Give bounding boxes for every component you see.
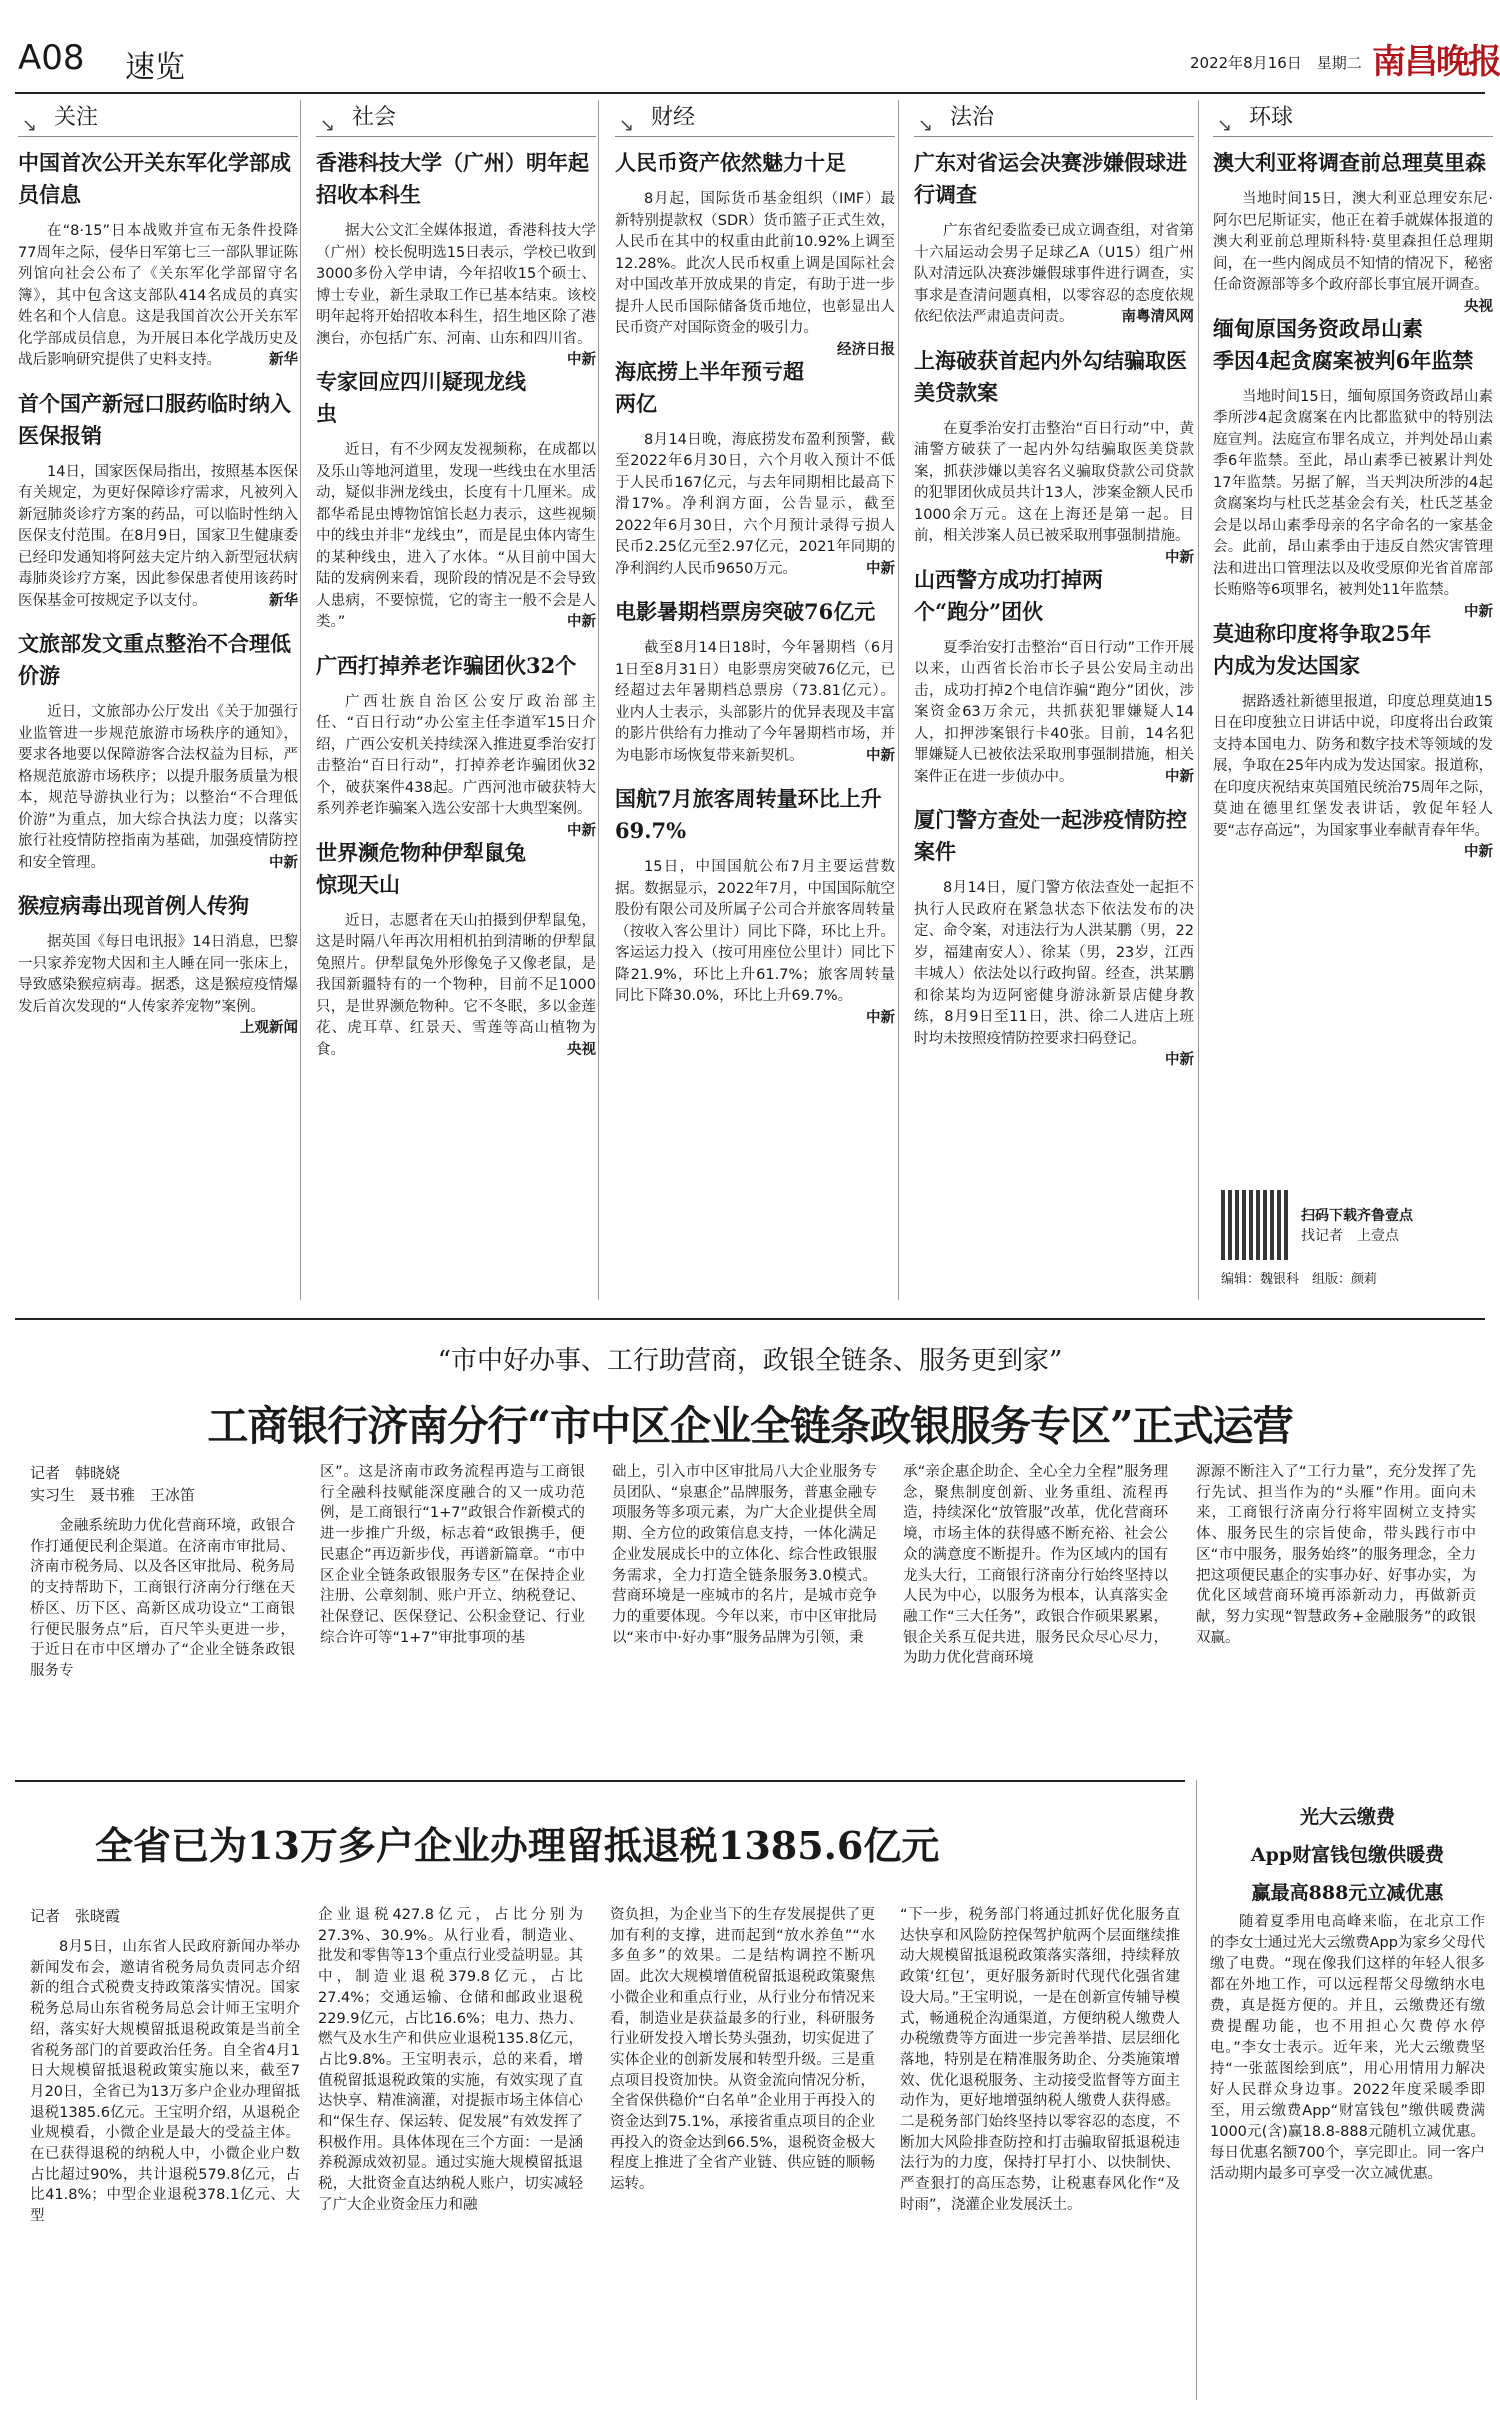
news-text: 广西壮族自治区公安厅政治部主任、“百日行动”办公室主任李道军15日介绍，广西公安机关持续深入推进夏季治安打击整治“百日行动”，打掉养老诈骗团伙32个，破获案件438起。广西河池市破获特大系列养老诈骗案入选公安部十大典型案例。 (316, 693, 596, 817)
news-body (316, 692, 596, 839)
news-body (914, 419, 1194, 566)
news-source: 南粤清风网 (1121, 309, 1194, 325)
news-headline[interactable]: 电影暑期档票房突破76亿元 (615, 599, 876, 624)
news-source: 中新 (1165, 1052, 1194, 1068)
news-headline[interactable]: 猴痘病毒出现首例人传狗 (18, 893, 249, 918)
feature1-col-5: 源源不断注入了“工行力量”，充分发挥了先行先试、担当作为的“头雁”作用。面向未来，工商银行济南分行将牢固树立支持实体、服务民生的宗旨使命，带头践行市中区“市中服务，服务始终”的服务理念，全力把这项便民惠企的实事办好、好事办实，为优化区域营商环境再添新动力，再做新贡献，努力实现“智慧政务+金融服务”的政银双赢。 (1196, 1464, 1476, 1646)
qr-promo (1221, 1190, 1485, 1300)
column-divider (300, 100, 301, 1300)
news-headline[interactable]: 世界濒危物种伊犁鼠兔惊现天山 (316, 839, 526, 897)
column-heading (914, 100, 1194, 136)
news-body (914, 878, 1194, 1068)
news-body (615, 857, 895, 1026)
feature1-col-2: 区”。这是济南市政务流程再造与工商银行全融科技赋能深度融合的又一成功范例，是工商银行“1+7”政银合作新模式的进一步推广升级，标志着“政银携手，便民惠企”再迈新步伐，再谱新篇章。“市中区企业全链条政银服务专区”在保持企业注册、公章刻制、账户开立、纳税登记、社保登记、医保登记、公积金登记、行业综合许可等“1+7”审批事项的基 (320, 1464, 585, 1646)
feature1-col-3: 础上，引入市中区审批局八大企业服务专员团队、“泉惠企”品牌服务，普惠金融专项服务等多项元素，为广大企业提供全周期、全方位的政策信息支持，一体化满足企业发展成长中的立体化、综合性政银服务需求，全力打造全链条服务3.0模式。营商环境是一座城市的名片，是城市竞争力的重要体现。今年以来，市中区审批局以“来市中·好办事”服务品牌为引领，秉 (612, 1464, 877, 1646)
feature2-col-2: 企业退税427.8亿元，占比分别为27.3%、30.9%。从行业看，制造业、批发和零售等13个重点行业受益明显。其中，制造业退税379.8亿元，占比27.4%；交通运输、仓储和邮政业退税229.9亿元，占比16.6%；电力、热力、燃气及水生产和供应业退税135.8亿元，占比9.8%。王宝明表示，总的来看，增值税留抵退税政策的实施，有效实现了直达快享、精准滴灌，对提振市场主体信心和“保生存、保运转、促发展”有效发挥了积极作用。具体体现在三个方面：一是涵养税源成效初显。通过实施大规模留抵退税，大批资金直达纳税人账户，切实减轻了广大企业资金压力和融 (318, 1907, 583, 2213)
news-body (316, 911, 596, 1062)
news-headline[interactable]: 文旅部发文重点整治不合理低价游 (18, 631, 291, 688)
news-source: 经济日报 (837, 341, 895, 358)
news-source: 中新 (1464, 603, 1493, 620)
news-headline[interactable]: 山西警方成功打掉两个“跑分”团伙 (914, 566, 1103, 624)
page-number: A08 (18, 38, 85, 78)
column-heading (615, 100, 895, 136)
news-headline[interactable]: 人民币资产依然魅力十足 (615, 150, 846, 175)
news-text: 14日，国家医保局指出，按照基本医保有关规定，为更好保障诊疗需求，凡被列入新冠肺炎诊疗方案的药品，可以临时性纳入医保支付范围。在8月9日，国家卫生健康委已经印发通知将阿兹夫定片纳入新型冠状病毒肺炎诊疗方案，因此参保患者使用该药时医保基金可按规定予以支付。 (18, 463, 298, 609)
news-item (914, 564, 1194, 789)
arrow-icon: ↘ (320, 115, 336, 136)
news-source: 中新 (1464, 844, 1493, 860)
arrow-icon: ↘ (1217, 115, 1233, 136)
qr-line2: 找记者 上壹点 (1301, 1228, 1399, 1244)
column-heading (316, 100, 596, 136)
feature2-col-4: “下一步，税务部门将通过抓好优化服务直达快享和风险防控保驾护航两个层面继续推动大规模留抵退税政策落实落细，持续释放政策‘红包’，更好服务新时代现代化强省建设大局。”王宝明说，一是在创新宣传辅导模式，畅通税企沟通渠道，方便纳税人缴费人办税缴费等方面进一步完善举措、层层细化落地，特别是在精准服务助企、分类施策增效、优化退税服务、主动接受监督等方面主动作为，更好地增强纳税人缴费人获得感。二是税务部门始终坚持以零容忍的态度，不断加大风险排查防控和打击骗取留抵退税违法行为的力度，保持打早打小、以快制快、严查狠打的高压态势，让税惠春风化作“及时雨”，浇灌企业发展沃土。 (900, 1907, 1180, 2213)
column-heading-label: 环球 (1249, 105, 1294, 130)
news-headline[interactable]: 专家回应四川疑现龙线虫 (316, 369, 526, 426)
heading-rule (914, 136, 1194, 137)
news-body (914, 638, 1194, 789)
news-item (316, 147, 596, 368)
column-1 (316, 100, 596, 1077)
column-divider (598, 100, 599, 1300)
news-body (316, 440, 596, 634)
heading-rule (18, 136, 298, 137)
news-headline[interactable]: 广西打掉养老诈骗团伙32个 (316, 652, 577, 678)
news-headline[interactable]: 澳大利亚将调查前总理莫里森 (1213, 150, 1486, 175)
sidebar-title1: 光大云缴费 (1299, 1806, 1395, 1828)
news-text: 15日，中国国航公布7月主要运营数据。数据显示，2022年7月，中国国际航空股份有限公司及所属子公司合并旅客周转量（按收入客公里计）同比下降，环比上升。客运运力投入（按可用座位公里计）同比下降21.9%，环比上升61.7%；旅客周转量同比下降30.0%，环比上升69.7%。 (615, 859, 895, 1004)
news-body (615, 638, 895, 767)
news-text: 当地时间15日，缅甸原国务资政昂山素季所涉4起贪腐案在内比都监狱中的特别法庭宣判。法庭宣布罪名成立，并判处昂山素季6年监禁。至此，昂山素季已被累计判处17年监禁。另据了解，当天判决所涉的4起贪腐案均与杜氏芝基金会有关，杜氏芝基金会是以昂山素季母亲的名字命名的一家基金会。此前，昂山素季由于违反自然灾害管理法和进出口管理法以及收受原仰光省首席部长贿赂等6项罪名，被判处11年监禁。 (1213, 388, 1493, 598)
qr-code-icon[interactable] (1221, 1190, 1291, 1260)
page-header (0, 0, 1500, 96)
news-item (18, 890, 298, 1036)
news-headline[interactable]: 香港科技大学（广州）明年起招收本科生 (316, 150, 589, 207)
column-heading-label: 社会 (352, 105, 397, 130)
news-source: 中新 (269, 854, 298, 871)
column-heading (18, 100, 298, 136)
news-source: 中新 (1165, 549, 1194, 566)
feature1-byline-block (30, 1462, 295, 1682)
news-body (1213, 387, 1493, 620)
news-item (316, 650, 596, 839)
news-source: 中新 (567, 822, 596, 839)
feature1-col-1: 金融系统助力优化营商环境，政银合作打通便民利企渠道。在济南市审批局、济南市税务局、以及各区审批局、税务局的支持帮助下，工商银行济南分行继在天桥区、历下区、高新区成功设立“工商银行便民服务点”后，百尺竿头更进一步，于近日在市中区增办了“企业全链条政银服务专 (30, 1518, 295, 1679)
feature2-title: 全省已为13万多户企业办理留抵退税1385.6亿元 (95, 1823, 940, 1868)
news-body (1213, 692, 1493, 860)
header-rule (15, 92, 1485, 94)
news-text: 近日，有不少网友发视频称，在成都以及乐山等地河道里，发现一些线虫在水里活动，疑似非洲龙线虫，长度有十几厘米。成都华希昆虫博物馆馆长赵力表示，这些视频中的线虫并非“龙线虫”，而是昆虫体内寄生的某种线虫，进入了水体。“从目前中国大陆的发病例来看，现阶段的情况是不会导致人患病，不要惊慌，它的寄主一般不会是人类。” (316, 442, 596, 630)
news-headline[interactable]: 中国首次公开关东军化学部成员信息 (18, 150, 291, 207)
news-text: 在“8·15”日本战败并宣布无条件投降77周年之际，侵华日军第七三一部队罪证陈列馆向社会公布了《关东军化学部留守名簿》，其中包含这支部队414名成员的真实姓名和个人信息。这是我国首次公开关东军化学部成员信息，为开展日本化学战历史及战后影响研究提供了史料支持。 (18, 223, 298, 368)
qr-line1: 扫码下载齐鲁壹点 (1301, 1208, 1413, 1224)
section-rule (15, 1318, 1485, 1320)
section-rule (15, 1780, 1185, 1782)
news-text: 据大公文汇全媒体报道，香港科技大学（广州）校长倪明选15日表示，学校已收到3000多份入学申请，今年招收15个硕士、博士专业，新生录取工作已基本结束。该校明年起将开始招收本科生，招生地区除了港澳台，亦包括广东、河南、山东和四川省。 (316, 223, 596, 347)
news-headline[interactable]: 海底捞上半年预亏超两亿 (615, 358, 804, 416)
news-item (615, 783, 895, 1026)
feature2-col-3: 资负担，为企业当下的生存发展提供了更加有利的支撑，进而起到“放水养鱼”“水多鱼多”的效果。二是结构调控不断巩固。此次大规模增值税留抵退税政策聚焦小微企业和重点行业，从行业分布情况来看，制造业是获益最多的行业，科研服务行业研发投入增长势头强劲，切实促进了实体企业的创新发展和转型升级。三是重点项目投资加快。从资金流向情况分析，全省保供稳价“白名单”企业用于再投入的资金达到75.1%，承接省重点项目的企业再投入的资金达到66.5%，退税资金极大程度上推进了全省产业链、供应链的顺畅运转。 (610, 1907, 875, 2193)
news-text: 在夏季治安打击整治“百日行动”中，黄浦警方破获了一起内外勾结骗取医美贷款案，抓获涉嫌以美容名义骗取贷款公司贷款的犯罪团伙成员共计13人，涉案金额人民币1000余万元。这在上海还是第一起。目前，相关涉案人员已被采取刑事强制措施。 (914, 420, 1194, 544)
news-item (914, 147, 1194, 329)
news-body (18, 462, 298, 613)
news-item (914, 804, 1194, 1068)
column-4 (1213, 100, 1493, 864)
news-body (1213, 189, 1493, 315)
sidebar-body: 随着夏季用电高峰来临，在北京工作的李女士通过光大云缴费App为家乡父母代缴了电费。“现在像我们这样的年轻人很多都在外地工作，可以远程帮父母缴纳水电费，真是挺方便的。并且，云缴费还有缴费提醒功能，也不用担心欠费停水停电。”李女士表示。近年来，光大云缴费坚持“一张蓝图绘到底”，用心用情用力解决好人民群众身边事。2022年度采暖季即至，用云缴费App“财富钱包”缴供暖费满1000元(含)赢18.8-888元随机立减优惠。每日优惠名额700个，享完即止。同一客户活动期内最多可享受一次立减优惠。 (1210, 1914, 1485, 2182)
heading-rule (1213, 136, 1493, 137)
news-text: 近日，志愿者在天山拍摄到伊犁鼠兔，这是时隔八年再次用相机拍到清晰的伊犁鼠兔照片。伊犁鼠兔外形像兔子又像老鼠，是我国新疆特有的一个物种，目前不足1000只，是世界濒危物种。它不冬眠，多以金莲花、虎耳草、红景天、雪莲等高山植物为食。 (316, 912, 596, 1058)
section-name: 速览 (125, 50, 185, 85)
news-body (316, 221, 596, 368)
feature2-block (30, 1905, 300, 2227)
news-item (615, 596, 895, 767)
issue-date: 2022年8月16日 星期二 (1190, 54, 1362, 72)
news-headline[interactable]: 国航7月旅客周转量环比上升69.7% (615, 786, 882, 843)
news-headline[interactable]: 首个国产新冠口服药临时纳入医保报销 (18, 390, 291, 448)
news-item (316, 837, 596, 1062)
news-item (914, 345, 1194, 566)
news-body (615, 189, 895, 358)
news-source: 中新 (866, 560, 895, 577)
news-text: 当地时间15日，澳大利亚总理安东尼·阿尔巴尼斯证实，他正在着手就媒体报道的澳大利亚前总理斯科特·莫里森担任总理期间，在一些内阁成员不知情的情况下，秘密任命资源部等多个政府部长事宜展开调查。 (1213, 191, 1493, 293)
column-2 (615, 100, 895, 1029)
news-body (914, 221, 1194, 329)
news-source: 中新 (866, 1009, 895, 1026)
column-3 (914, 100, 1194, 1072)
news-item (18, 388, 298, 613)
column-heading-label: 法治 (950, 105, 995, 130)
news-body (615, 430, 895, 581)
news-text: 8月14日晚，海底捞发布盈利预警，截至2022年6月30日，六个月收入预计不低于人民币167亿元，与去年同期相比最高下滑17%。净利润方面，公告显示，截至2022年6月30日，六个月预计录得亏损人民币2.25亿元至2.97亿元，2021年同期的净利润约人民币9650万元。 (615, 431, 895, 577)
byline-intern: 实习生 聂书雅 王冰笛 (30, 1486, 196, 1504)
sidebar-divider (1196, 1780, 1197, 2400)
news-body (18, 932, 298, 1036)
arrow-icon: ↘ (22, 115, 38, 136)
column-divider (1198, 100, 1199, 1300)
byline-reporter: 记者 韩晓娆 (30, 1464, 121, 1482)
news-item (316, 366, 596, 634)
feature1-col-4: 承“亲企惠企助企、全心全力全程”服务理念，聚焦制度创新、业务重组、流程再造，持续深化“放管服”改革，优化营商环境，市场主体的获得感不断充裕、社会公众的满意度不断提升。作为区域内的国有龙头大行，工商银行济南分行始终坚持以人民为中心，以服务为根本，认真落实金融工作“三大任务”，政银合作硕果累累，银企关系互促共进，服务民众尽心尽力，为助力优化营商环境 (903, 1464, 1168, 1667)
arrow-icon: ↘ (918, 115, 934, 136)
news-item (1213, 313, 1493, 620)
news-headline[interactable]: 莫迪称印度将争取25年内成为发达国家 (1213, 620, 1432, 678)
news-headline[interactable]: 广东对省运会决赛涉嫌假球进行调查 (914, 150, 1187, 207)
arrow-icon: ↘ (619, 115, 635, 136)
news-headline[interactable]: 缅甸原国务资政昂山素季因4起贪腐案被判6年监禁 (1213, 315, 1474, 373)
sidebar-ad (1210, 1798, 1485, 2185)
news-headline[interactable]: 厦门警方查处一起涉疫情防控案件 (914, 807, 1187, 864)
feature2-col-1: 8月5日，山东省人民政府新闻办举办新闻发布会，邀请省税务局负责同志介绍新的组合式税费支持政策落实情况。国家税务总局山东省税务局总会计师王宝明介绍，落实好大规模留抵退税政策是当前全省税务部门的首要政治任务。自全省4月1日大规模留抵退税政策实施以来，截至7月20日，全省已为13万多户企业办理留抵退税1385.6亿元。王宝明介绍，从退税企业规模看，小微企业是最大的受益主体。在已获得退税的纳税人中，小微企业户数占比超过90%，共计退税579.8亿元，占比41.8%；中型企业退税378.1亿元、大型 (30, 1939, 300, 2225)
column-heading-label: 关注 (54, 105, 99, 130)
news-headline[interactable]: 上海破获首起内外勾结骗取医美贷款案 (914, 347, 1187, 405)
news-source: 央视 (1464, 298, 1493, 315)
sidebar-title3: 赢最高888元立减优惠 (1251, 1882, 1444, 1904)
news-source: 中新 (567, 614, 596, 630)
news-text: 近日，文旅部办公厅发出《关于加强行业监管进一步规范旅游市场秩序的通知》，要求各地要以保障游客合法权益为目标，严格规范旅游市场秩序；以提升服务质量为根本，规范导游执业行为；以整治“不合理低价游”为重点，加大综合执法力度；以落实旅行社疫情防控指南为基础，加强疫情防控和安全管理。 (18, 704, 298, 871)
news-item (18, 147, 298, 372)
news-source: 上观新闻 (240, 1020, 298, 1036)
news-item (615, 356, 895, 581)
newspaper-logo: 南昌晚报 (1372, 42, 1500, 82)
news-text: 截至8月14日18时，今年暑期档（6月1日至8月31日）电影票房突破76亿元，已经超过去年暑期档总票房（73.81亿元）。业内人士表示，头部影片的优异表现及丰富的影片供给有力推动了今年暑期档市场，并为电影市场恢复带来新契机。 (615, 640, 895, 764)
news-text: 据路透社新德里报道，印度总理莫迪15日在印度独立日讲话中说，印度将出台政策支持本国电力、防务和数字技术等领域的发展，争取在25年内成为发达国家。报道称，在印度庆祝结束英国殖民统治75周年之际，莫迪在德里红堡发表讲话，敦促年轻人要“志存高远”，为国家事业奉献青春年华。 (1213, 693, 1493, 839)
news-text: 广东省纪委监委已成立调查组，对省第十六届运动会男子足球乙A（U15）组广州队对清远队决赛涉嫌假球事件进行调查，实事求是查清问题真相，以零容忍的态度依规依纪依法严肃追责问责。 (914, 223, 1194, 325)
news-text: 8月14日，厦门警方依法查处一起拒不执行人民政府在紧急状态下依法发布的决定、命令案，对违法行为人洪某鹏（男，22岁，福建南安人）、徐某（男，23岁，江西丰城人）依法处以行政拘留。经查，洪某鹏和徐某均为迈阿密健身游泳新景店健身教练，8月9日至11日，洪、徐二人进店上班时均未按照疫情防控要求扫码登记。 (914, 880, 1194, 1047)
news-text: 夏季治安打击整治“百日行动”工作开展以来，山西省长治市长子县公安局主动出击，成功打掉2个电信诈骗“跑分”团伙，涉案资金63万余元，共抓获犯罪嫌疑人14人，扣押涉案银行卡40张。目前，14名犯罪嫌疑人已被依法采取刑事强制措施，相关案件正在进一步侦办中。 (914, 639, 1194, 785)
sidebar-title2: App财富钱包缴供暖费 (1250, 1844, 1445, 1866)
news-source: 中新 (866, 747, 895, 764)
news-source: 新华 (269, 592, 298, 609)
column-heading (1213, 100, 1493, 136)
heading-rule (316, 136, 596, 137)
news-source: 新华 (269, 352, 298, 368)
news-item (1213, 618, 1493, 860)
feature1-title: 工商银行济南分行“市中区企业全链条政银服务专区”正式运营 (207, 1402, 1293, 1450)
news-text: 据英国《每日电讯报》14日消息，巴黎一只家养宠物犬因和主人睡在同一张床上，导致感染猴痘病毒。据悉，这是猴痘疫情爆发后首次发现的“人传家养宠物”案例。 (18, 934, 298, 1015)
feature2-byline: 记者 张晓霞 (30, 1907, 121, 1925)
column-heading-label: 财经 (651, 105, 696, 130)
news-item (615, 147, 895, 358)
news-source: 央视 (567, 1041, 596, 1058)
news-body (18, 221, 298, 372)
news-item (1213, 147, 1493, 315)
news-body (18, 702, 298, 874)
heading-rule (615, 136, 895, 137)
feature1-subtitle: “市中好办事、工行助营商，政银全链条、服务更到家” (437, 1346, 1063, 1376)
editor-credit: 编辑：魏银科 组版：颜莉 (1221, 1272, 1378, 1287)
column-0 (18, 100, 298, 1040)
column-divider (898, 100, 899, 1300)
news-item (18, 628, 298, 874)
news-text: 8月起，国际货币基金组织（IMF）最新特别提款权（SDR）货币篮子正式生效，人民币在其中的权重由此前10.92%上调至12.28%。此次人民币权重上调是国际社会对中国改革开放成果的肯定，有助于进一步提升人民币国际储备货币地位，也彰显出人民币资产对国际资金的吸引力。 (615, 191, 895, 336)
news-source: 中新 (567, 352, 596, 368)
news-source: 中新 (1165, 768, 1194, 785)
